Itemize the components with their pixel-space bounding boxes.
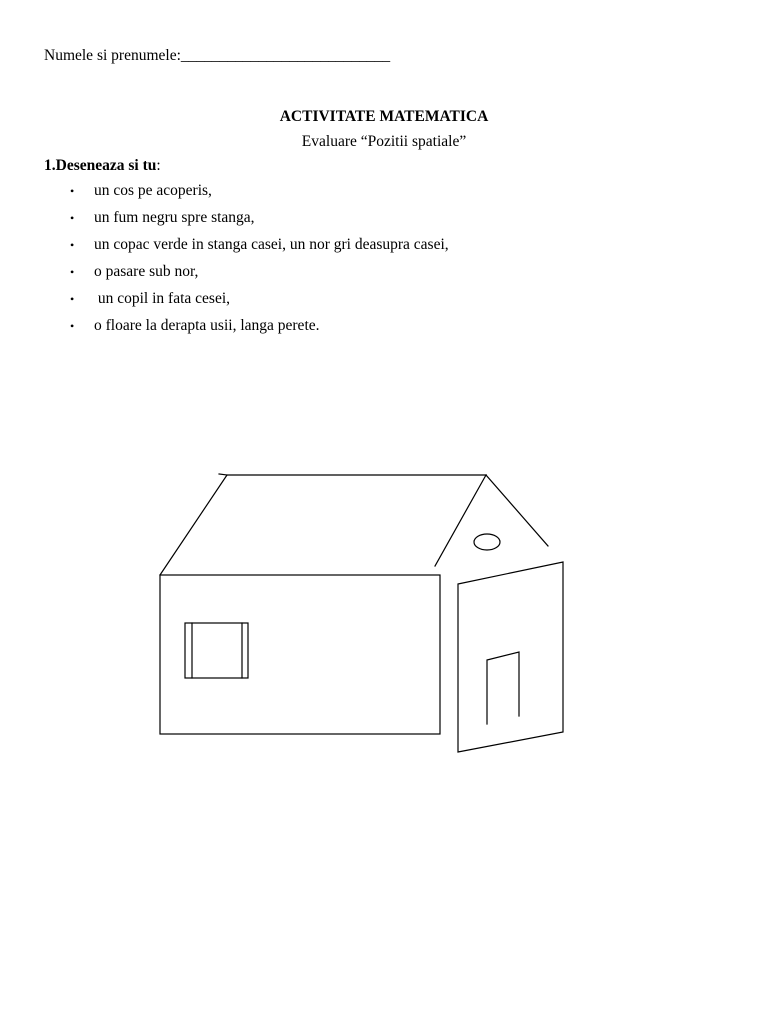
name-label: Numele si prenumele: [44, 47, 181, 64]
name-line [44, 47, 390, 65]
page-title: ACTIVITATE MATEMATICA [279, 108, 489, 125]
task-number-label: 1.Deseneaza si tu [44, 157, 157, 174]
instruction-list [70, 182, 449, 344]
door [487, 652, 519, 724]
list-item-text: un copac verde in stanga casei, un nor gri deasupra casei, [94, 236, 449, 253]
roof-ridge-tick [219, 474, 227, 475]
list-item [70, 317, 449, 344]
list-item [70, 209, 449, 236]
bullet-icon: • [70, 265, 75, 279]
attic-window [474, 534, 500, 550]
name-blank: ___________________________ [180, 47, 391, 64]
window [185, 623, 248, 678]
side-wall [458, 562, 563, 752]
roof-back-edge [486, 475, 548, 546]
bullet-icon: • [70, 184, 75, 198]
roof-outline [160, 475, 486, 575]
list-item [70, 263, 449, 290]
bullet-icon: • [70, 238, 75, 252]
list-item-text: o floare la derapta usii, langa perete. [94, 317, 320, 334]
task-heading [44, 157, 161, 175]
list-item [70, 290, 449, 317]
page-subtitle: Evaluare “Pozitii spatiale” [301, 133, 467, 150]
bullet-icon: • [70, 319, 75, 333]
bullet-icon: • [70, 292, 75, 306]
task-heading-colon: : [156, 157, 161, 174]
list-item-text: un copil in fata cesei, [94, 290, 231, 307]
bullet-icon: • [70, 211, 75, 225]
list-item [70, 182, 449, 209]
front-wall [160, 575, 440, 734]
list-item [70, 236, 449, 263]
list-item-text: un fum negru spre stanga, [94, 209, 255, 226]
list-item-text: o pasare sub nor, [94, 263, 199, 280]
list-item-text: un cos pe acoperis, [94, 182, 212, 199]
